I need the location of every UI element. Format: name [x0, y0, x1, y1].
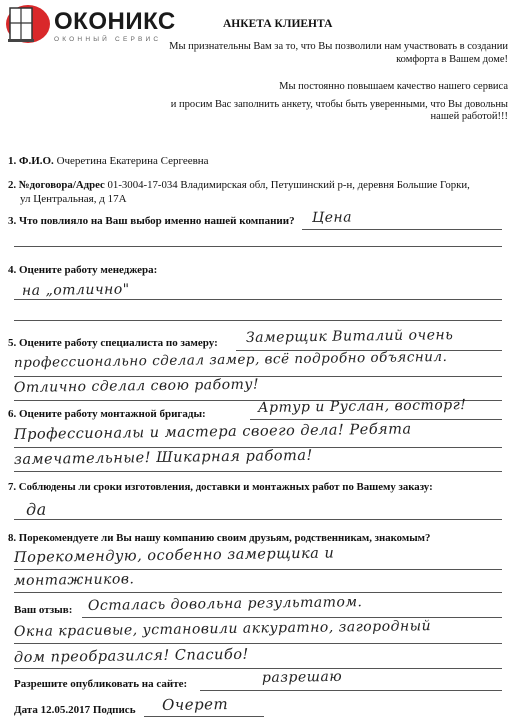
signature-label: Подпись — [92, 704, 136, 716]
q4-answer: на „отлично" — [21, 281, 130, 299]
publish-line — [200, 690, 502, 691]
window-logo-icon — [2, 4, 50, 44]
q6-label: 6. Оцените работу монтажной бригады: — [8, 408, 206, 420]
intro-line-1: Мы признательны Вам за то, что Вы позволили нам участвовать в создании — [169, 41, 508, 52]
q6-answer-line-3: замечательные! Шикарная работа! — [13, 447, 313, 468]
q5-answer-line-3: Отлично сделал свою работу! — [13, 376, 260, 396]
q2-value-line-2: ул Центральная, д 17А — [20, 193, 127, 205]
q3-label: 3. Что повлияло на Ваш выбор именно нашей компании? — [8, 215, 295, 227]
intro-line-4: и просим Вас заполнить анкету, чтобы быть уверенными, что Вы довольны — [170, 99, 508, 110]
signature: Очерет — [161, 695, 229, 714]
review-answer-line-2: Окна красивые, установили аккуратно, загородный — [13, 618, 432, 640]
review-line-3 — [14, 668, 502, 669]
logo-text: ОКОНИКС — [54, 8, 176, 35]
q4-label: 4. Оцените работу менеджера: — [8, 264, 158, 276]
q6-line-1 — [250, 419, 502, 420]
q6-answer-line-2: Профессионалы и мастера своего дела! Ребята — [13, 421, 412, 443]
intro-line-5: нашей работой!!! — [430, 111, 508, 122]
q5-label: 5. Оцените работу специалиста по замеру: — [8, 337, 218, 349]
signature-line — [144, 716, 264, 717]
publish-label: Разрешите опубликовать на сайте: — [14, 678, 188, 690]
logo-subtitle: ОКОННЫЙ СЕРВИС — [54, 36, 162, 43]
q1-value: Очеретина Екатерина Сергеевна — [56, 155, 209, 167]
review-label: Ваш отзыв: — [14, 604, 73, 616]
review-answer-line-1: Осталась довольна результатом. — [87, 594, 363, 614]
q3-answer-line — [302, 229, 502, 230]
q5-answer-line-1: Замерщик Виталий очень — [245, 327, 454, 346]
review-answer-line-3: дом преобразился! Спасибо! — [13, 646, 249, 666]
review-line-2 — [14, 643, 502, 644]
review-line-1 — [82, 617, 502, 618]
q2-row — [8, 179, 470, 192]
date-label: Дата 12.05.2017 — [14, 704, 91, 716]
q1-label: 1. Ф.И.О. — [8, 155, 54, 167]
q3-extra-line — [14, 246, 502, 247]
footer-row — [14, 704, 136, 717]
q5-answer-line-2: профессионально сделал замер, всё подробно объяснил. — [13, 348, 448, 371]
q3-answer: Цена — [311, 209, 353, 226]
q6-line-3 — [14, 471, 502, 472]
q8-label: 8. Порекомендуете ли Вы нашу компанию своим друзьям, родственникам, знакомым? — [8, 532, 431, 544]
q8-answer-line-1: Порекомендую, особенно замерщика и — [13, 545, 335, 566]
q8-line-1 — [14, 569, 502, 570]
q1-row — [8, 155, 209, 168]
form-title: АНКЕТА КЛИЕНТА — [223, 18, 333, 30]
intro-line-2: комфорта в Вашем доме! — [396, 54, 508, 65]
q2-label: 2. №договора/Адрес — [8, 179, 105, 191]
q7-label: 7. Соблюдены ли сроки изготовления, доставки и монтажных работ по Вашему заказу: — [8, 481, 433, 493]
q4-answer-line — [14, 299, 502, 300]
q7-answer: да — [25, 499, 47, 519]
q2-value-line-1: 01-3004-17-034 Владимирская обл, Петушинский р-н, деревня Большие Горки, — [107, 179, 470, 191]
logo — [2, 4, 192, 44]
q4-extra-line — [14, 320, 502, 321]
q7-answer-line — [14, 519, 502, 520]
intro-line-3: Мы постоянно повышаем качество нашего сервиса — [279, 81, 508, 92]
q6-answer-line-1: Артур и Руслан, восторг! — [257, 397, 467, 416]
publish-answer: разрешаю — [261, 668, 343, 686]
q8-line-2 — [14, 592, 502, 593]
q8-answer-line-2: монтажников. — [13, 571, 135, 589]
